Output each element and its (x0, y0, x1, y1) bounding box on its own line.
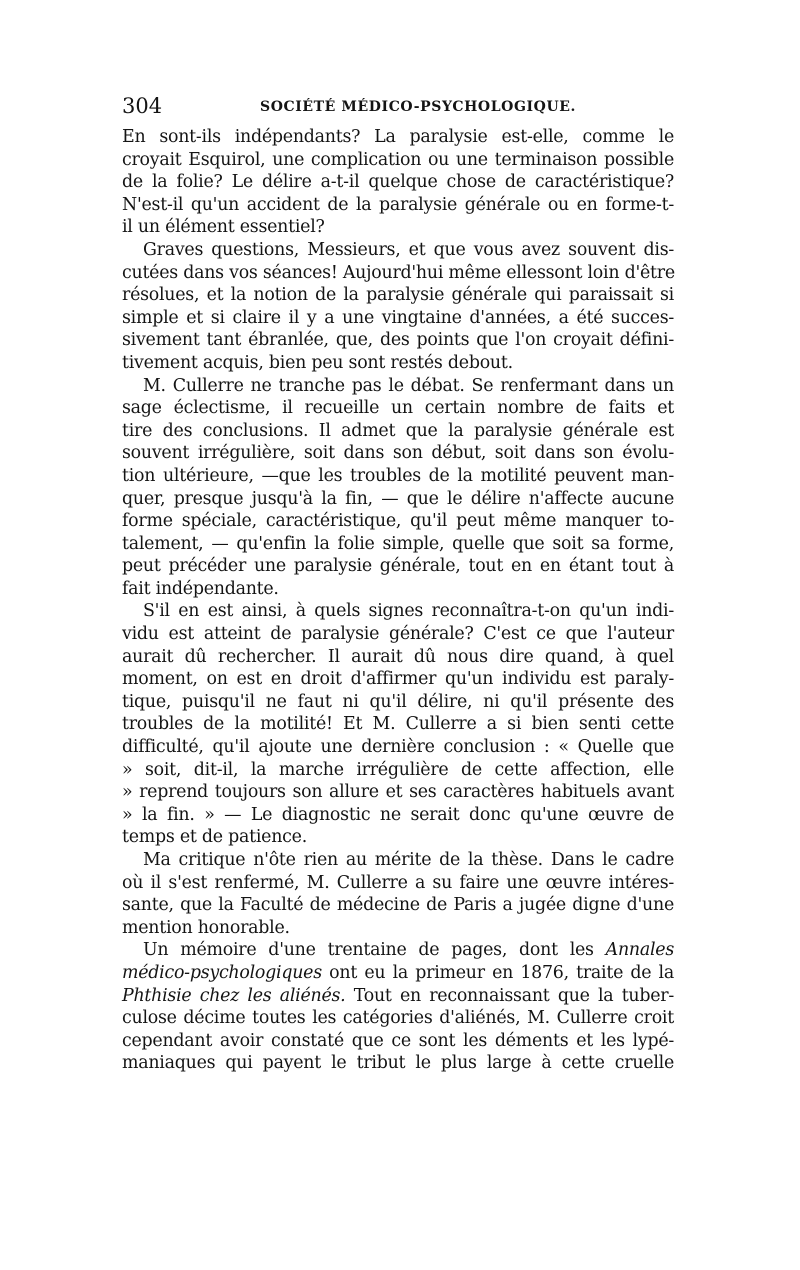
text-line: » reprend toujours son allure et ses caractères habituels avant (122, 782, 674, 803)
text-line: où il s'est renfermé, M. Cullerre a su faire une œuvre intéres- (122, 872, 674, 893)
text-line: fait indépendante. (122, 578, 279, 599)
body-text (122, 126, 674, 1136)
page-number: 304 (122, 94, 163, 118)
text-line: talement, — qu'enfin la folie simple, quelle que soit sa forme, (122, 533, 674, 554)
text-line: souvent irrégulière, soit dans son début, soit dans son évolu- (122, 443, 674, 464)
text-line: culose décime toutes les catégories d'aliénés, M. Cullerre croit (122, 1008, 674, 1029)
text-line (122, 985, 674, 1008)
text-line: résolues, et la notion de la paralysie générale qui paraissait si (122, 285, 674, 306)
text-line: difficulté, qu'il ajoute une dernière conclusion : « Quelle que (122, 737, 674, 758)
text-line: sivement tant ébranlée, que, des points que l'on croyait défini- (122, 330, 674, 351)
text-line (122, 939, 674, 962)
text-line: peut précéder une paralysie générale, tout en en étant tout à (122, 556, 674, 577)
text-line: N'est-il qu'un accident de la paralysie générale ou en forme-t- (122, 194, 674, 215)
text-line: croyait Esquirol, une complication ou une terminaison possible (122, 149, 674, 170)
text-line: sage éclectisme, il recueille un certain nombre de faits et (122, 398, 674, 419)
text-line (122, 962, 674, 985)
text-line: mention honorable. (122, 917, 290, 938)
text-line: sante, que la Faculté de médecine de Paris a jugée digne d'une (122, 895, 674, 916)
text-line: tire des conclusions. Il admet que la paralysie générale est (122, 420, 674, 441)
text-line: En sont-ils indépendants? La paralysie est-elle, comme le (122, 127, 674, 147)
journal-title: Annales (605, 940, 674, 961)
text-line: temps et de patience. (122, 827, 307, 848)
text-line: » soit, dit-il, la marche irrégulière de cette affection, elle (122, 759, 674, 780)
article-title: Phthisie chez les aliénés. (122, 985, 346, 1006)
text-line: simple et si claire il y a une vingtaine d'années, a été succes- (122, 307, 674, 328)
text-segment: Un mémoire d'une trentaine de pages, dont les (143, 940, 594, 961)
text-line: Ma critique n'ôte rien au mérite de la thèse. Dans le cadre (143, 850, 674, 870)
text-line: cependant avoir constaté que ce sont les déments et les lypé- (122, 1030, 674, 1051)
text-line: de la folie? Le délire a-t-il quelque chose de caractéristique? (122, 172, 674, 193)
text-line: » la fin. » — Le diagnostic ne serait donc qu'une œuvre de (122, 804, 674, 825)
text-line: troubles de la motilité! Et M. Cullerre a si bien senti cette (122, 714, 674, 735)
text-line: quer, presque jusqu'à la fin, — que le délire n'affecte aucune (122, 488, 674, 509)
text-line: Graves questions, Messieurs, et que vous avez souvent dis- (143, 239, 674, 260)
text-line: forme spéciale, caractéristique, qu'il peut même manquer to- (122, 511, 674, 532)
running-head: SOCIÉTÉ MÉDICO-PSYCHOLOGIQUE. (260, 99, 576, 115)
text-line: tion ultérieure, —que les troubles de la motilité peuvent man- (122, 465, 674, 486)
text-segment: ont eu la primeur en 1876, traite de la (329, 962, 674, 983)
text-line: vidu est atteint de paralysie générale? C'est ce que l'auteur (122, 624, 674, 645)
text-line: tivement acquis, bien peu sont restés debout. (122, 352, 513, 373)
text-line: cutées dans vos séances! Aujourd'hui même ellessont loin d'être (122, 262, 675, 283)
text-line: aurait dû rechercher. Il aurait dû nous dire quand, à quel (122, 646, 674, 667)
text-segment: Tout en reconnaissant que la tuber- (353, 985, 674, 1006)
text-line: tique, puisqu'il ne faut ni qu'il délire, ni qu'il présente des (122, 691, 674, 712)
text-line: moment, on est en droit d'affirmer qu'un individu est paraly- (122, 669, 674, 690)
text-line: S'il en est ainsi, à quels signes reconnaîtra-t-on qu'un indi- (143, 601, 674, 622)
text-line: M. Cullerre ne tranche pas le débat. Se renfermant dans un (143, 375, 674, 396)
text-line: il un élément essentiel? (122, 217, 325, 238)
journal-title-continued: médico-psychologiques (122, 962, 322, 983)
text-line: maniaques qui payent le tribut le plus large à cette cruelle (122, 1053, 674, 1074)
page-header (122, 91, 682, 121)
